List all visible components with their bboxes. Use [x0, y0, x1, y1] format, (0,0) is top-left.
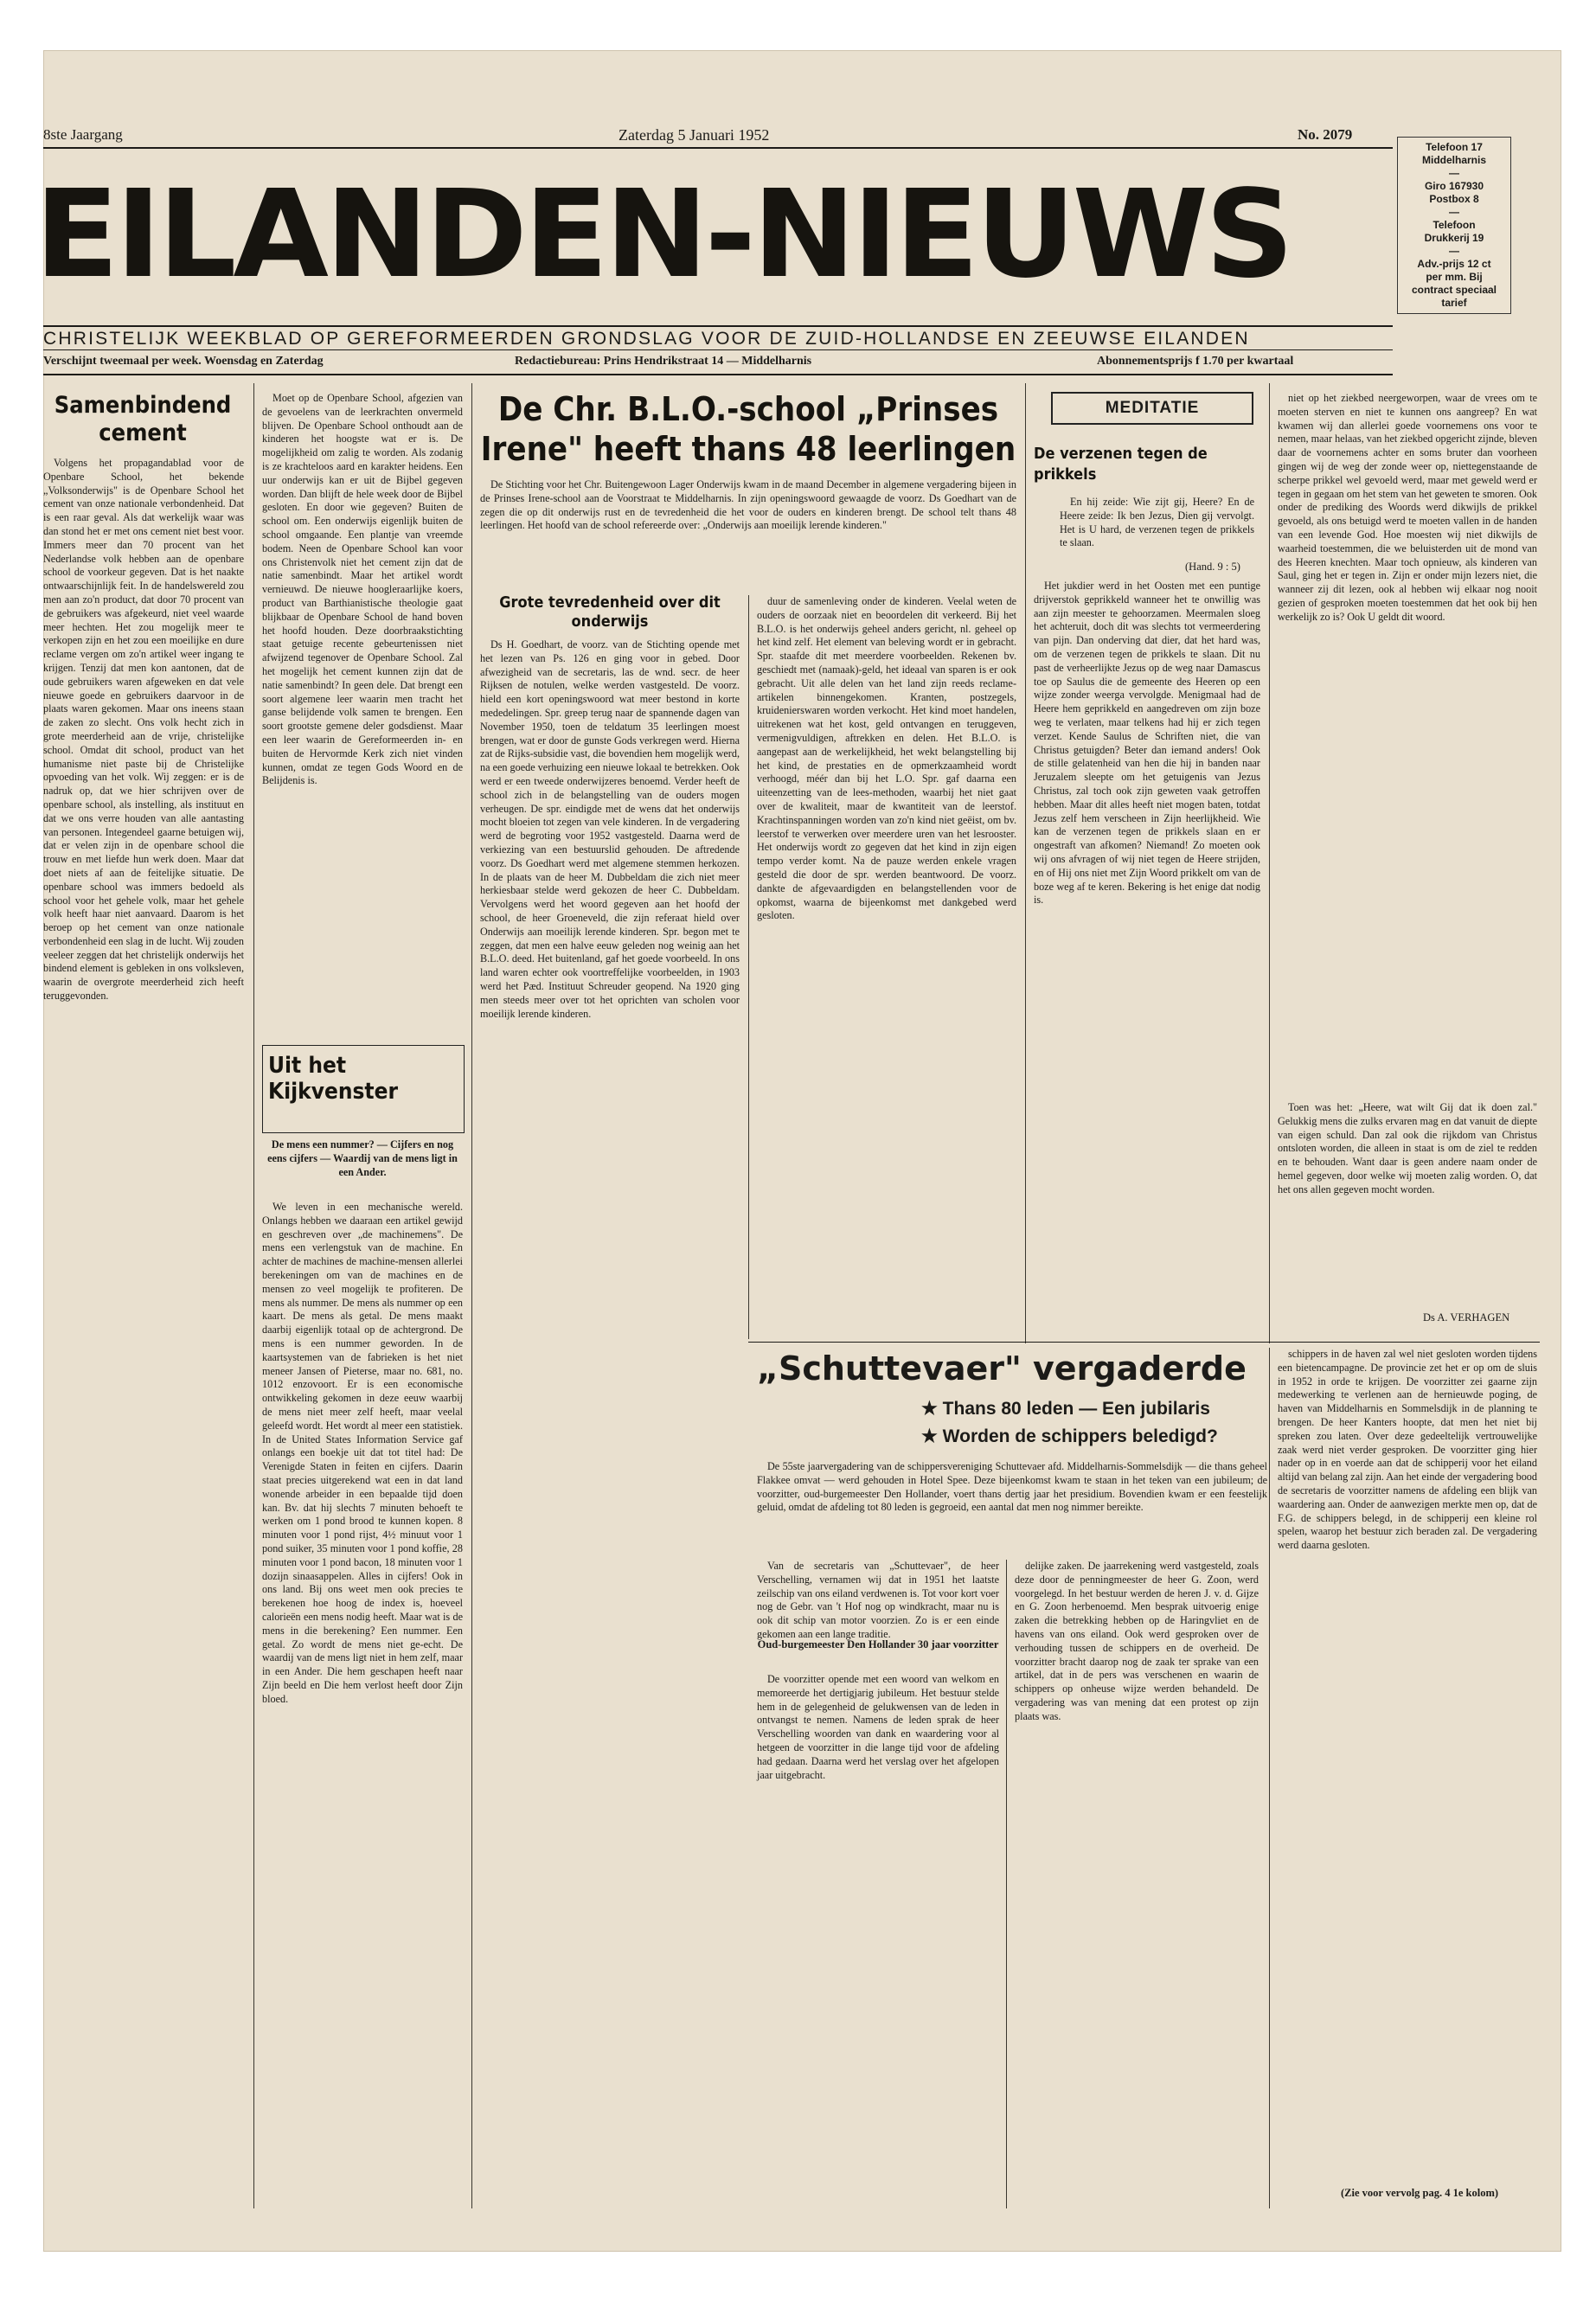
lo-school-subhead: Grote tevredenheid over dit onderwijs	[499, 593, 721, 631]
schuttevaer-body-c: schippers in de haven zal wel niet gesloten worden tijdens een bietencampagne. De provincie zet het er op om de sluis in 1952 in orde te krijgen. De voorzitter zei gaarne zijn medewerking te verlenen aan de hernieuwde poging, de haven van Middelharnis en Sommelsdijk in de planning te brengen. De heer Kanters hoopte, dat men het niet bij spreken zou laten. Over deze gedeeltelijk vertrouwelijke zaak werd niet verder gesproken. De voorzitter ging hier nader op in en voerde aan dat de schipperij voor het eiland altijd van belang zal zijn. Aan het einde der vergadering bood de secretaris de voorzitter namens de afdeling een blijk van waardering aan. Onder de aanwezigen merkte men op, dat de F.G. de schippers belegd, in de schipperij een kleine rol spelen, waarop het bestuur zich beraden zal. De vergadering werd daarna gesloten.	[1278, 1348, 1537, 1552]
samenbindend-headline: Samenbindend cement	[54, 392, 232, 446]
masthead-title: EILANDEN-NIEUWS	[35, 164, 1291, 305]
meditatie-ref: (Hand. 9 : 5)	[1185, 561, 1240, 573]
meditatie-quote: En hij zeide: Wie zijt gij, Heere? En de Heere zeide: Ik ben Jezus, Dien gij vervolgt. Het is U hard, de verzenen tegen de prikkels te slaan.	[1060, 496, 1254, 549]
printshop-phone: Drukkerij 19	[1424, 232, 1484, 244]
giro-number: Giro 167930	[1424, 180, 1484, 192]
meditatie-conclusion: Toen was het: „Heere, wat wilt Gij dat ik doen zal." Gelukkig mens die zulks ervaren mag en dat vanuit de diepte van eigen schuld. Dan zal ook die rijkdom van Christus ontsloten worden, die alleen in staat is om de ziel te redden en te behouden. Want daar is geen andere naam onder de hemel gegeven, door welke wij moeten zalig worden. O, dat het ons allen gegeven mocht worden.	[1278, 1101, 1537, 1195]
continued-note: (Zie voor vervolg pag. 4 1e kolom)	[1341, 2187, 1499, 2199]
publication-frequency: Verschijnt tweemaal per week. Woensdag en Zaterdag	[43, 355, 324, 368]
meditatie-signature: Ds A. VERHAGEN	[1423, 1311, 1510, 1324]
schuttevaer-body-a: Van de secretaris van „Schuttevaer", de heer Verschelling, vernamen wij dat in 1951 het laatste zeilschip van ons eiland verdwenen is. Tot voor kort voer nog de Gebr. van 't Hof nog op windkracht, maar nu is ook dit schip van motor voorzien. Zo is er een einde gekomen aan een lange traditie.	[757, 1560, 999, 1640]
phone-label: Telefoon 17	[1426, 141, 1483, 153]
issue-number: No. 2079	[1298, 126, 1353, 143]
subscription-price: Abonnementsprijs f 1.70 per kwartaal	[1097, 355, 1294, 368]
kijkvenster-title: Uit het Kijkvenster	[268, 1053, 398, 1105]
meditatie-headline: De verzenen tegen de prikkels	[1034, 445, 1208, 484]
star-icon: ★	[921, 1426, 943, 1446]
newspaper-page	[35, 50, 1561, 2252]
schuttevaer-subhead-jubilee: Oud-burgemeester Den Hollander 30 jaar voorzitter	[757, 1638, 999, 1650]
meditatie-label: MEDITATIE	[1051, 392, 1253, 425]
lo-school-headline: De Chr. B.L.O.-school „Prinses Irene" heeft thans 48 leerlingen	[480, 390, 1016, 468]
postbox: Postbox 8	[1429, 193, 1479, 205]
editorial-address: Redactiebureau: Prins Hendrikstraat 14 — Middelharnis	[515, 355, 812, 368]
meditatie-continuation: niet op het ziekbed neergeworpen, waar de vrees om te moeten sterven en niet te kunnen ons aangreep? En wat kwamen wij dan allerlei goede voornemens ons voor te nemen, maar helaas, van het ziekbed opgericht zijnde, bleven daar de voornemens achter en soms bruter dan voorheen gingen wij de weg der zonde weer op, niettegenstaande de scherpe prikkel wel gevoeld werd, maar met geweld werd er tegen in gegaan om het stem van het geweten te smoren. Ook onder de prediking des Woords werd dikwijls de prikkel gevoeld, als ons betuigd werd te moeten vallen in de handen van een levende God. Hoe moesten wij niet dikwijls de waarheid toestemmen, die we beluisterden uit de mond van des Heeren knechten. Maar toch opnieuw, als kinderen van Saul, ging het er tegen in. Zijn er onder mijn lezers niet, die wanneer zij dit lezen, ook al hebben wij elkaar nog nooit gezien of gesproken moeten toestemmen dat het ook bij hen werkelijk zo is? Ook U geldt dit woord.	[1278, 392, 1537, 623]
samenbindend-body: Volgens het propagandablad voor de Openbare School, het bekende „Volksonderwijs" is de Openbare School het cement van onze nationale verbondenheid. Dat is een raar geval. Als dat werkelijk waar was dan stond het er met ons cement niet best voor. Immers meer dan 70 procent van het Nederlandse volk hebben aan de openbare school de voorkeur gegeven. Dat is het naakte ontwaarschijnlijk feit. In de handelswereld zou men aan zo'n product, dat door 70 procent van de gebruikers was afgekeurd, niet veel waarde meer hechten. Het zou mogelijk meer te verkopen zijn en het zou een moeilijke en dure reclame vergen om zo'n artikel weer ingang te krijgen. Tenzij dat men kon aantonen, dat de oude gebruikers waren afgeweken en dat vele nieuwe goede en gebruikers daarvoor in de plaats waren gekomen. Maar ons ineens staan de zaken zo slecht. Ons volk hecht zich in grote meerderheid aan de vrije, christelijke school. Omdat dit school, product van het humanisme niet paste bij de Christelijke opvoeding van het volk. Wij zeggen: er is de nadruk op, dat we hier schrijven over de openbare school, als instelling, als instituut en dat we ons verre houden van alle aantasting van personen. Integendeel gaarne betuigen wij, dat er velen zijn in de openbare school die trouw en met liefde hun werk doen. Maar dat doet niets af aan de feitelijke situatie. De openbare school was immers bedoeld als school voor het gehele volk, maar het gehele volk heeft haar niet aanvaard. Daarom is het beroep op het cement van onze nationale verbondenheid een slag in de lucht. Wij zouden veeleer zeggen dat het christelijk onderwijs het bindend element is gebleken in ons volksleven, waarin de overgrote meerderheid zich heeft teruggevonden.	[43, 457, 244, 1003]
meditatie-body: Het jukdier werd in het Oosten met een puntige drijverstok geprikkeld wanneer het te onwillig was aan zijn meester te gehoorzamen. Meermalen sloeg het achteruit, doch dit was slechts tot vermeerdering van pijn. Dan onderving dat dier, dat het hard was, om de verzenen tegen de prikkels te slaan. Dit nu past de verheerlijkte Jezus op de weg naar Damascus toe op Saulus die de gemeente des Heeren op een wijze zonder weerga vervolgde. Menigmaal had de Heere hem geprikkeld en aangedreven om zijn boze weg te verlaten, maar telkens had hij er zich tegen verzet. Kende Saulus de Schriften niet, die van Christus getuigden? Beter dan iemand anders! Ook de stille gelatenheid van hen die hij in banden naar Jeruzalem sleepte om het getuigenis van Jezus Christus, zal toch ook zijn geweten vaak getroffen hebben. Maar dit alles heeft niet mogen baten, totdat Jezus zelf hem verscheen in Zijn heerlijkheid. Wie kan de verzenen tegen de prikkels slaan en er ongestraft van afkomen? Niemand! Zo moeten ook wij ons afvragen of wij niet tegen de Heere strijden, en of Hij ons niet met Zijn Woord prikkelt om van de boze weg af te keren. Bekering is het enige dat nodig is.	[1034, 580, 1260, 907]
volume-label: 8ste Jaargang	[43, 126, 123, 143]
ad-price: Adv.-prijs 12 ct	[1417, 258, 1491, 270]
issue-date: Zaterdag 5 Januari 1952	[619, 126, 770, 144]
lo-school-lead: De Stichting voor het Chr. Buitengewoon Lager Onderwijs kwam in de maand December in algemene vergadering bijeen in de Prinses Irene-school aan de Voorstraat te Middelharnis. In zijn openingswoord gewaagde de voorz. Ds Goedhart van de zegen die op dit onderwijs rust en de tevredenheid die het voor de ouders en kinderen brengt. De school telt thans 48 leerlingen. Het hoofd van de school refereerde over: „Onderwijs aan moeilijk lerende kinderen."	[480, 478, 1016, 532]
schuttevaer-lead: De 55ste jaarvergadering van de schippersvereniging Schuttevaer afd. Middelharnis-Sommelsdijk — die thans geheel Flakkee omvat — werd gehouden in Hotel Spee. Deze bijeenkomst kwam te staan in het teken van een jubileum; de voorzitter, oud-burgemeester Den Hollander, voert thans dertig jaar het presidium. Bovendien kwam er een feestelijk geluid, omdat de afdeling tot 80 leden is gegroeid, een aantal dat men nog nimmer bereikte.	[757, 1460, 1267, 1514]
contact-sidebox: Telefoon 17 Middelharnis — Giro 167930 Postbox 8 — Telefoon Drukkerij 19 — Adv.-prijs 12 ct per mm. Bij contract speciaal tarief	[1397, 137, 1511, 314]
lo-school-body-a: Ds H. Goedhart, de voorz. van de Stichting opende met het lezen van Ps. 126 en ging voor in gebed. Door afwezigheid van de secretaris, las de wnd. secr. de heer Rijksen de notulen, welke werden vastgesteld. De voorz. hield een kort openingswoord wat meer bestond in korte mededelingen. Spr. greep terug naar de spannende dagen van November 1950, toen de teldatum 35 leerlingen moest brengen, wat er door de gunste Gods verkregen werd. Hierna zat de Rijks-subsidie vast, die bovendien hem mogelijk werd, na een goede verhuizing een nieuwe lokaal te betrekken. Ook werd er een tweede onderwijzeres benoemd. Verder heeft de school zich in de belangstelling van de ouders mogen verheugen. De spr. eindigde met de wens dat het onderwijs mocht bloeien tot zegen van vele kinderen. In de vergadering werd de begroting voor 1952 vastgesteld. Daarna werd de verkiezing van een bestuurslid gehouden. De aftredende voorz. Ds Goedhart werd met algemene stemmen herkozen. In de plaats van de heer M. Dubbeldam die zich niet meer herkiesbaar stelde werd gekozen de heer C. Dubbeldam. Vervolgens werd het woord gegeven aan het hoofd der school, de heer Groeneveld, die zijn referaat hield over Onderwijs aan moeilijk lerende kinderen. Spr. begon met te zeggen, dat men een halve eeuw geleden nog weinig aan het B.L.O. deed. Het buitenland, gaf het goede voorbeeld. In ons land waren echter ook voortreffelijke voorbeelden, in 1903 werd het Pæd. Instituut Schreuder geopend. Na 1920 ging men steeds meer over tot het oprichten van scholen voor moeilijk lerende kinderen.	[480, 638, 740, 1020]
schuttevaer-body-a2: De voorzitter opende met een woord van welkom en memoreerde het dertigjarig jubileum. Het bestuur stelde hem in de gelegenheid de gelukwensen van de leden in ontvangst te nemen. Namens de leden sprak de heer Verschelling woorden van dank en waardering voor al hetgeen de voorzitter in die lange tijd voor de afdeling had gedaan. Daarna werd het verslag over het afgelopen jaar uitgebracht.	[757, 1673, 999, 1781]
lo-school-body-b: duur de samenleving onder de kinderen. Veelal weten de ouders de oorzaak niet en beoordelen dit verkeerd. Bij het B.L.O. is het onderwijs geheel anders gericht, nl. geheel op het kind zelf. Het element van beleving wordt er in gebracht. Spr. staafde dit met meerdere voorbeelden. Rekenen bv. geschiedt met (namaak)-geld, het ideaal van sparen is er ook gebracht. Uit alle delen van het land zijn reeds reclame-artikelen binnengekomen. Kranten, postzegels, kruidenierswaren worden verkocht. Het kind moet handelen, uitrekenen wat het kost, geld ontvangen en teruggeven, vermenigvuldigen, aftrekken en delen. Het B.L.O. is aangepast aan de werkelijkheid, het wekt belangstelling bij het kind, de prestaties en de opmerkzaamheid wordt verhoogd, méér dan bij het L.O. Spr. gaf daarna een uiteenzetting van de lees-methoden, waarbij het niet gaat over de kwaliteit, maar de kwantiteit van de leerstof. Krachtinspanningen worden van zo'n kind niet geëist, om bv. leerstof te verwerken over meerdere uren van het lesrooster. Het onderwijs wordt zo gegeven dat het kind in zijn eigen tempo verder komt. Na de pauze werden enkele vragen gesteld die door de spr. werden beantwoord. De voorz. dankte de afgevaardigden en belangstellenden voor de opkomst, waarna de bijeenkomst met dankgebed werd gesloten.	[757, 595, 1016, 922]
phone-place: Middelharnis	[1421, 154, 1486, 166]
kijkvenster-subtitle: De mens een nummer? — Cijfers en nog eens cijfers — Waardij van de mens ligt in een Ander.	[267, 1138, 458, 1178]
col2-continuation: Moet op de Openbare School, afgezien van de gevoelens van de leerkrachten onvermeld blijven. De Openbare School onthoudt aan de kinderen het hoogste wat er is. De mogelijkheid om zalig te worden. Als zodanig is ze krachteloos aard en karakter heidens. Een uur onderwijs kan er uit de Bijbel gegeven worden. Dan blijft de hele week door de Bijbel gesloten. En door wie gegeven? Buiten de school om. Een onderwijs eigenlijk buiten de school omgaande. Een plantje van vreemde bodem. Neen de Openbare School kan voor ons Christenvolk niet het cement zijn dat de natie samenbindt. Maar het artikel wordt vernieuwd. De nieuwe hoogleraarlijke koers, product van Barthianistische theologie gaat blijkbaar de Openbare School de hand boven het hoofd houden. Deze doorbraakstichting staat getuige recente gebeurtenissen niet afwijzend tegenover de Openbare School. Zal het mogelijk het cement kunnen zijn dat de natie samenbindt? In geen dele. Dat brengt een soort algemene leer waarin men tracht het ganse belijdende volk samen te brengen. Een soort grootste gemene deler godsdienst. Maar een leer waarin de Gereformeerden in- en buiten de Hervormde Kerk zich niet vinden kunnen, omdat ze tegen Gods Woord en de Belijdenis is.	[262, 392, 463, 787]
schuttevaer-body-b: delijke zaken. De jaarrekening werd vastgesteld, zoals deze door de penningmeester de heer G. Zoon, werd voorgelegd. In het bestuur werden de heren J. v. d. Gijze en G. Zoon herbenoemd. Men besprak uitvoerig enige zaken die betrekking hebben op de Haringvliet en de havens van ons eiland. Ook werd gesproken over de verhouding tussen de schippers en de overheid. De voorzitter bracht daarop nog de zaak ter sprake van een artikel, dat in de pers was verschenen en waarin de schippers op onheuse wijze werden behandeld. De vergadering was van mening dat een protest op zijn plaats was.	[1015, 1560, 1259, 1722]
schuttevaer-subhead-1: ★ Thans 80 leden — Een jubilaris	[921, 1399, 1210, 1419]
star-icon: ★	[921, 1399, 943, 1419]
kijkvenster-box	[262, 1045, 465, 1133]
kijkvenster-body: We leven in een mechanische wereld. Onlangs hebben we daaraan een artikel gewijd en geschreven over „de machinemens". De mens een verlengstuk van de machine. En achter de machines de machine-mensen allerlei berekeningen om van de machines en de mensen zo veel mogelijk te profiteren. De mens als nummer. De mens als nummer op een kaart. De mens als getal. De mens maakt daarbij eigenlijk totaal op de achtergrond. De mens is een nummer geworden. In de kaartsystemen van de fabrieken is het niet meneer Jansen of Pieterse, maar no. 681, no. 1012 enzovoort. Er is een economische ontwikkeling gekomen in deze eeuw waarbij de mens niet meer zelf heeft, maar veelal geleefd wordt. Het wordt al meer een statistiek. In de United States Information Service gaf onlangs een boekje uit dat tot titel had: De Verenigde Staten in feiten en cijfers. Daarin staat precies uitgerekend wat een in dat land wonende arbeider in een bepaalde tijd doen kan. Bv. dat hij slechts 7 minuten behoeft te werken om 1 pond brood te kunnen kopen. 8 minuten voor 1 pond rijst, 4½ minuut voor 1 pond suiker, 35 minuten voor 1 pond koffie, 28 minuten voor 1 pond bacon, 18 minuten voor 1 dozijn sinaasappelen. Alles in cijfers! Ook in ons land. Bij ons weet men ook precies te berekenen hoe hoog de index is, hoeveel calorieën een mens nodig heeft. Maar wat is de mens in die berekening? Een nummer. Een getal. Zo wordt de mens niet ge-echt. De waardij van de mens ligt niet in hem zelf, maar in een Ander. Die hem geschapen heeft naar Zijn beeld en Die hem verlost heeft door Zijn bloed.	[262, 1201, 463, 1705]
schuttevaer-headline: „Schuttevaer" vergaderde	[757, 1349, 1247, 1388]
masthead-subtitle: CHRISTELIJK WEEKBLAD OP GEREFORMEERDEN GRONDSLAG VOOR DE ZUID-HOLLANDSE EN ZEEUWSE EILANDEN	[43, 329, 1250, 349]
printshop-phone-label: Telefoon	[1433, 219, 1476, 231]
schuttevaer-subhead-2: ★ Worden de schippers beledigd?	[921, 1426, 1218, 1446]
